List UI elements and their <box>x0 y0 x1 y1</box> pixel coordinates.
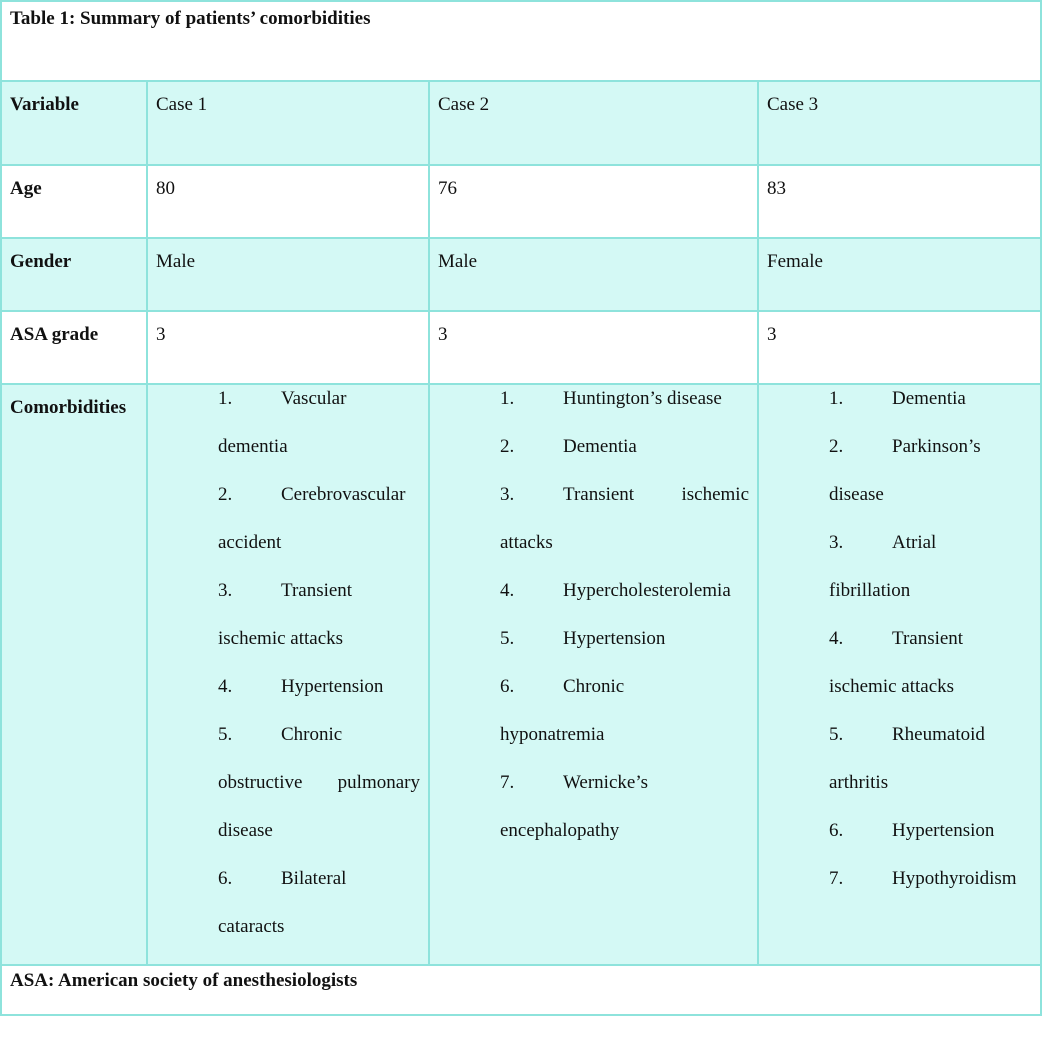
asa-case2: 3 <box>438 324 448 345</box>
item-number: 3. <box>500 484 515 505</box>
item-number: 6. <box>829 820 844 841</box>
item-text: Transient ischemic <box>563 484 749 505</box>
item-text-cont: disease <box>829 484 884 505</box>
item-number: 5. <box>829 724 844 745</box>
item-text-cont: dementia <box>218 436 288 457</box>
comorbidities-case2-cell <box>430 385 759 966</box>
gender-case3: Female <box>767 251 823 272</box>
asa-case3: 3 <box>767 324 777 345</box>
comorbidities-label-cell <box>0 385 148 966</box>
gender-case1-cell <box>148 239 430 312</box>
item-number: 7. <box>829 868 844 889</box>
item-number: 3. <box>829 532 844 553</box>
asa-case1-cell <box>148 312 430 385</box>
age-case1-cell <box>148 166 430 239</box>
item-number: 2. <box>218 484 233 505</box>
asa-label-cell <box>0 312 148 385</box>
age-case3-cell <box>759 166 1042 239</box>
item-number: 1. <box>829 388 844 409</box>
gender-label: Gender <box>10 251 72 272</box>
item-text: Parkinson’s <box>892 436 981 457</box>
item-text: Atrial <box>892 532 937 553</box>
header-case3: Case 3 <box>767 94 819 115</box>
item-text: Transient <box>892 628 964 649</box>
header-case1: Case 1 <box>156 94 208 115</box>
item-text: Hypertension <box>892 820 995 841</box>
item-text: Dementia <box>563 436 637 457</box>
item-text: Hypertension <box>281 676 384 697</box>
item-text-cont: arthritis <box>829 772 889 793</box>
table-title-cell <box>0 0 1042 82</box>
item-text: Transient <box>281 580 353 601</box>
footnote-cell <box>0 966 1042 1016</box>
header-case1-cell <box>148 82 430 166</box>
item-text: Huntington’s disease <box>563 388 722 409</box>
asa-case2-cell <box>430 312 759 385</box>
item-number: 6. <box>218 868 233 889</box>
comorbidities-label: Comorbidities <box>10 397 127 418</box>
item-text: Wernicke’s <box>563 772 648 793</box>
item-text: Vascular <box>281 388 347 409</box>
item-text-cont: encephalopathy <box>500 820 620 841</box>
item-text-cont: fibrillation <box>829 580 911 601</box>
item-text: Hypothyroidism <box>892 868 1017 889</box>
header-case3-cell <box>759 82 1042 166</box>
item-text: Hypertension <box>563 628 666 649</box>
age-case3: 83 <box>767 178 786 199</box>
item-text-cont: cataracts <box>218 916 285 937</box>
header-case2: Case 2 <box>438 94 490 115</box>
item-text: Hypercholesterolemia <box>563 580 731 601</box>
item-number: 4. <box>500 580 515 601</box>
age-case2-cell <box>430 166 759 239</box>
item-text: Rheumatoid <box>892 724 985 745</box>
item-text: Dementia <box>892 388 966 409</box>
footnote: ASA: American society of anesthesiologists <box>10 970 358 991</box>
item-text-cont: attacks <box>500 532 553 553</box>
item-text-cont: disease <box>218 820 273 841</box>
table-title: Table 1: Summary of patients’ comorbidities <box>10 8 371 29</box>
item-text: Chronic <box>563 676 625 697</box>
gender-case2: Male <box>438 251 478 272</box>
gender-case2-cell <box>430 239 759 312</box>
item-number: 6. <box>500 676 515 697</box>
item-number: 7. <box>500 772 515 793</box>
header-variable: Variable <box>10 94 79 115</box>
item-number: 2. <box>500 436 515 457</box>
age-label: Age <box>10 178 42 199</box>
item-number: 4. <box>829 628 844 649</box>
item-number: 1. <box>500 388 515 409</box>
comorbidities-case3-cell <box>759 385 1042 966</box>
item-number: 5. <box>500 628 515 649</box>
item-text: Chronic <box>281 724 343 745</box>
age-label-cell <box>0 166 148 239</box>
item-number: 1. <box>218 388 233 409</box>
gender-case3-cell <box>759 239 1042 312</box>
item-number: 5. <box>218 724 233 745</box>
item-text-cont: obstructive pulmonary <box>218 772 420 793</box>
item-number: 4. <box>218 676 233 697</box>
comorbidities-case1-cell <box>148 385 430 966</box>
age-case2: 76 <box>438 178 457 199</box>
gender-label-cell <box>0 239 148 312</box>
age-case1: 80 <box>156 178 175 199</box>
item-text-cont: hyponatremia <box>500 724 605 745</box>
item-text-cont: ischemic attacks <box>218 628 344 649</box>
header-case2-cell <box>430 82 759 166</box>
item-number: 3. <box>218 580 233 601</box>
gender-case1: Male <box>156 251 196 272</box>
asa-case3-cell <box>759 312 1042 385</box>
item-number: 2. <box>829 436 844 457</box>
asa-case1: 3 <box>156 324 166 345</box>
item-text-cont: accident <box>218 532 282 553</box>
asa-label: ASA grade <box>10 324 99 345</box>
item-text-cont: ischemic attacks <box>829 676 955 697</box>
header-variable-cell <box>0 82 148 166</box>
item-text: Cerebrovascular <box>281 484 406 505</box>
item-text: Bilateral <box>281 868 347 889</box>
